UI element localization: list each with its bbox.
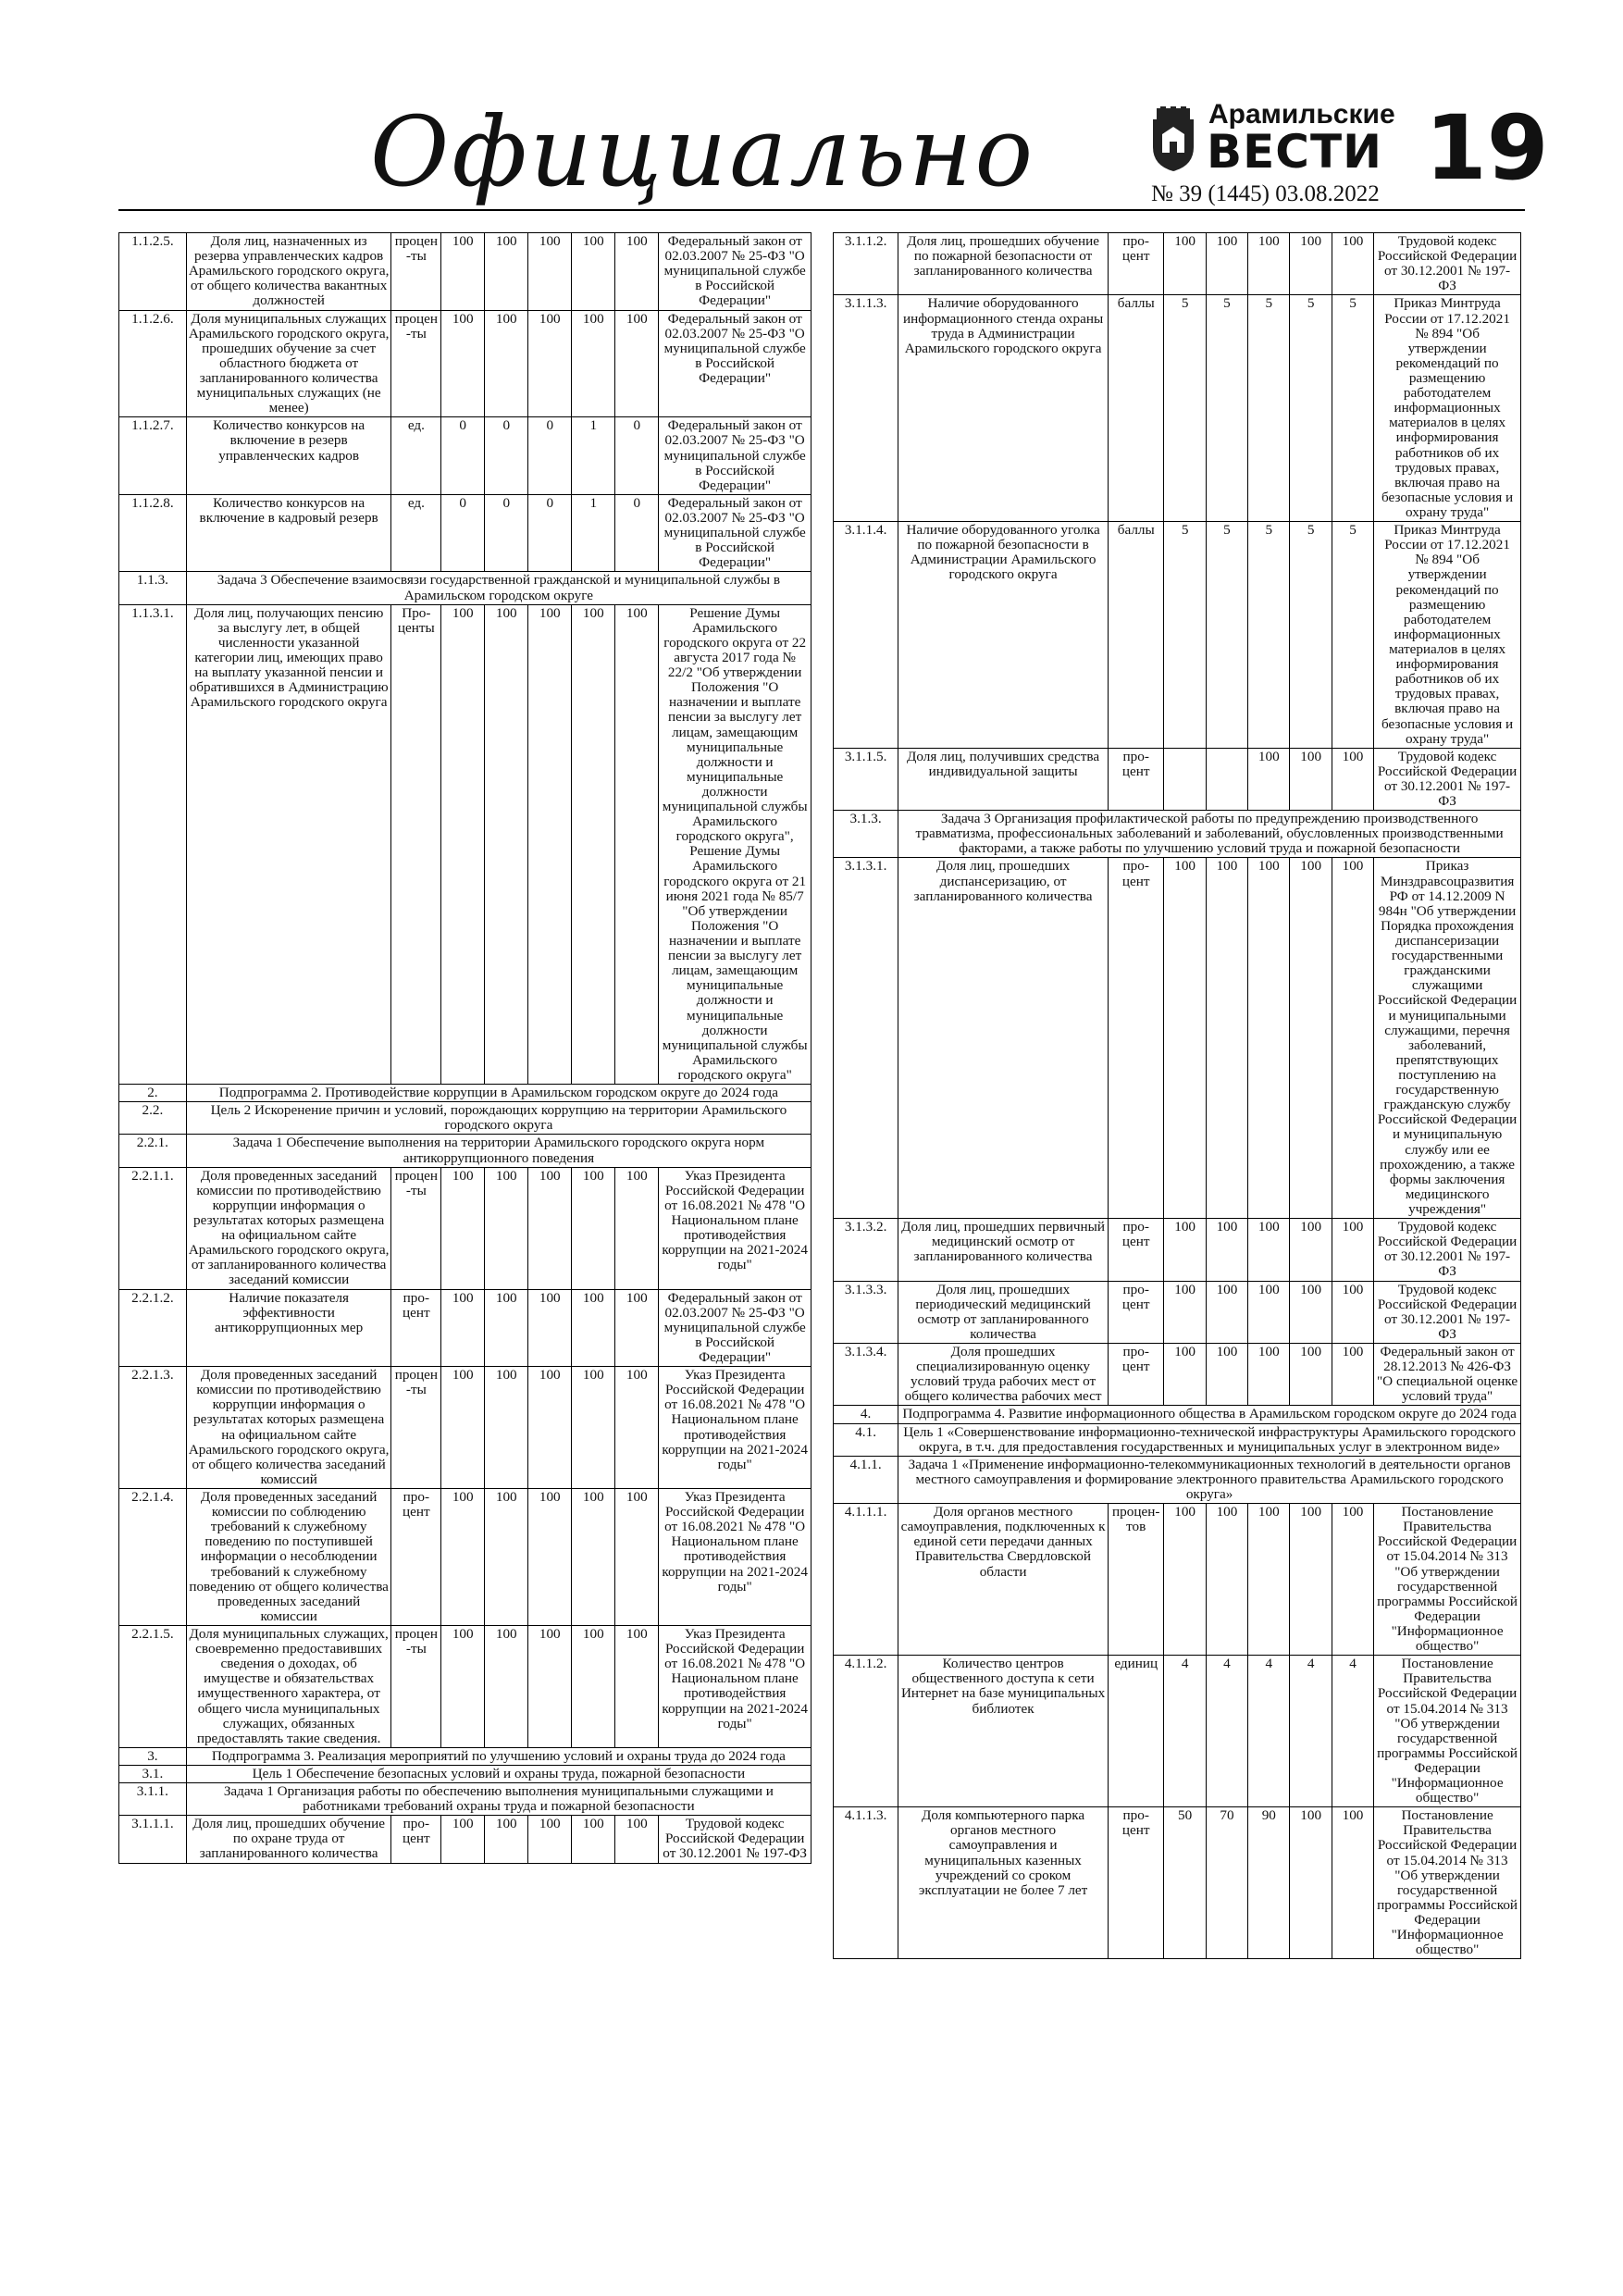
legal-basis: Приказ Минтруда России от 17.12.2021 № 894 "Об утверждении рекомендаций по размещению работодателем информационных материалов в целях информирования работников об их трудовых правах, включая право на безопасные условия и охрану труда" bbox=[1374, 295, 1521, 522]
unit: про-цент bbox=[1108, 748, 1163, 810]
row-code: 3.1. bbox=[119, 1765, 187, 1782]
legal-basis: Указ Президента Российской Федерации от 16.08.2021 № 478 "О Национальном плане противодействия коррупции на 2021-2024 годы" bbox=[659, 1488, 812, 1625]
target-value: 100 bbox=[1332, 858, 1373, 1219]
indicator-name: Доля лиц, получивших средства индивидуальной защиты bbox=[898, 748, 1109, 810]
row-code: 3.1.1.2. bbox=[834, 233, 898, 295]
issue-info: № 39 (1445) 03.08.2022 bbox=[1151, 181, 1380, 206]
target-value: 100 bbox=[615, 604, 659, 1085]
target-value: 100 bbox=[485, 1367, 528, 1489]
legal-basis: Постановление Правительства Российской Федерации от 15.04.2014 № 313 "Об утверждении государственной программы Российской Федерации "Информационное общество" bbox=[1374, 1504, 1521, 1656]
target-value: 90 bbox=[1248, 1807, 1290, 1959]
target-value: 100 bbox=[485, 1167, 528, 1289]
unit: баллы bbox=[1108, 522, 1163, 749]
table-row bbox=[834, 1219, 1521, 1281]
target-value: 100 bbox=[1332, 1343, 1373, 1405]
table-row bbox=[834, 1343, 1521, 1405]
row-code: 2.2. bbox=[119, 1102, 187, 1135]
row-code: 3.1.1.1. bbox=[119, 1816, 187, 1863]
target-value: 5 bbox=[1164, 522, 1206, 749]
row-code: 3.1.3.4. bbox=[834, 1343, 898, 1405]
row-code: 1.1.3. bbox=[119, 572, 187, 604]
legal-basis: Федеральный закон от 02.03.2007 № 25-ФЗ "О муниципальной службе в Российской Федерации" bbox=[659, 494, 812, 572]
table-row bbox=[119, 494, 812, 572]
row-code: 3.1.3.2. bbox=[834, 1219, 898, 1281]
target-value: 0 bbox=[528, 417, 572, 495]
table-row bbox=[834, 1504, 1521, 1656]
table-row bbox=[834, 1807, 1521, 1959]
target-value: 100 bbox=[441, 1289, 485, 1367]
indicators-table-left bbox=[118, 232, 812, 1864]
row-code: 3.1.3.3. bbox=[834, 1281, 898, 1343]
target-value: 100 bbox=[572, 1488, 615, 1625]
target-value: 100 bbox=[1332, 1281, 1373, 1343]
section-row bbox=[834, 1406, 1521, 1423]
legal-basis: Федеральный закон от 02.03.2007 № 25-ФЗ "О муниципальной службе в Российской Федерации" bbox=[659, 233, 812, 311]
target-value: 5 bbox=[1206, 522, 1247, 749]
legal-basis: Постановление Правительства Российской Федерации от 15.04.2014 № 313 "Об утверждении государственной программы Российской Федерации "Информационное общество" bbox=[1374, 1807, 1521, 1959]
target-value: 100 bbox=[615, 1167, 659, 1289]
unit: про-цент bbox=[1108, 1343, 1163, 1405]
unit: про-цент bbox=[391, 1488, 441, 1625]
legal-basis: Федеральный закон от 02.03.2007 № 25-ФЗ "О муниципальной службе в Российской Федерации" bbox=[659, 417, 812, 495]
section-heading: Задача 1 Обеспечение выполнения на территории Арамильского городского округа норм антикоррупционного поведения bbox=[186, 1135, 811, 1167]
target-value: 100 bbox=[1206, 233, 1247, 295]
target-value: 100 bbox=[485, 1625, 528, 1747]
target-value: 5 bbox=[1332, 522, 1373, 749]
row-code: 2.2.1.1. bbox=[119, 1167, 187, 1289]
table-row bbox=[834, 1281, 1521, 1343]
target-value: 100 bbox=[441, 1367, 485, 1489]
target-value: 4 bbox=[1248, 1656, 1290, 1807]
target-value: 100 bbox=[485, 1289, 528, 1367]
target-value: 100 bbox=[485, 1816, 528, 1863]
legal-basis: Указ Президента Российской Федерации от 16.08.2021 № 478 "О Национальном плане противодействия коррупции на 2021-2024 годы" bbox=[659, 1367, 812, 1489]
row-code: 4.1.1. bbox=[834, 1456, 898, 1503]
section-heading: Задача 1 «Применение информационно-телекоммуникационных технологий в деятельности органов местного самоуправления и формирование электронного правительства Арамильского городского округа» bbox=[898, 1456, 1521, 1503]
row-code: 2.2.1.2. bbox=[119, 1289, 187, 1367]
indicator-name: Доля лиц, прошедших первичный медицинский осмотр от запланированного количества bbox=[898, 1219, 1109, 1281]
target-value: 100 bbox=[615, 1488, 659, 1625]
target-value: 100 bbox=[1248, 858, 1290, 1219]
row-code: 2.2.1.5. bbox=[119, 1625, 187, 1747]
target-value: 100 bbox=[1332, 1219, 1373, 1281]
indicator-name: Доля проведенных заседаний комиссии по соблюдению требований к служебному поведению по поступившей информации о несоблюдении требований к служебному поведению от общего количества проведенных заседаний комиссии bbox=[186, 1488, 391, 1625]
target-value: 0 bbox=[485, 417, 528, 495]
target-value: 100 bbox=[1290, 233, 1332, 295]
target-value: 100 bbox=[528, 604, 572, 1085]
unit: процен-ты bbox=[391, 1367, 441, 1489]
target-value: 100 bbox=[615, 1625, 659, 1747]
target-value: 100 bbox=[528, 233, 572, 311]
legal-basis: Постановление Правительства Российской Федерации от 15.04.2014 № 313 "Об утверждении государственной программы Российской Федерации "Информационное общество" bbox=[1374, 1656, 1521, 1807]
unit: про-цент bbox=[1108, 858, 1163, 1219]
target-value: 0 bbox=[441, 494, 485, 572]
row-code: 1.1.2.7. bbox=[119, 417, 187, 495]
row-code: 4.1.1.1. bbox=[834, 1504, 898, 1656]
table-row bbox=[834, 522, 1521, 749]
target-value: 100 bbox=[1290, 1219, 1332, 1281]
target-value: 100 bbox=[615, 233, 659, 311]
legal-basis: Федеральный закон от 02.03.2007 № 25-ФЗ "О муниципальной службе в Российской Федерации" bbox=[659, 310, 812, 417]
indicator-name: Доля лиц, прошедших обучение по пожарной безопасности от запланированного количества bbox=[898, 233, 1109, 295]
target-value: 100 bbox=[485, 1488, 528, 1625]
unit: процен-ты bbox=[391, 310, 441, 417]
target-value: 100 bbox=[615, 310, 659, 417]
section-heading: Задача 3 Обеспечение взаимосвязи государственной гражданской и муниципальной службы в Арамильском городском округе bbox=[186, 572, 811, 604]
newspaper-name-top: Арамильские bbox=[1208, 99, 1395, 130]
legal-basis: Федеральный закон от 02.03.2007 № 25-ФЗ "О муниципальной службе в Российской Федерации" bbox=[659, 1289, 812, 1367]
row-code: 4. bbox=[834, 1406, 898, 1423]
table-row bbox=[834, 1656, 1521, 1807]
legal-basis: Указ Президента Российской Федерации от 16.08.2021 № 478 "О Национальном плане противодействия коррупции на 2021-2024 годы" bbox=[659, 1625, 812, 1747]
unit: баллы bbox=[1108, 295, 1163, 522]
row-code: 3.1.3.1. bbox=[834, 858, 898, 1219]
target-value: 5 bbox=[1206, 295, 1247, 522]
legal-basis: Федеральный закон от 28.12.2013 № 426-ФЗ "О специальной оценке условий труда" bbox=[1374, 1343, 1521, 1405]
target-value: 100 bbox=[1248, 748, 1290, 810]
target-value: 100 bbox=[528, 1289, 572, 1367]
row-code: 1.1.2.8. bbox=[119, 494, 187, 572]
table-row bbox=[834, 233, 1521, 295]
target-value: 100 bbox=[441, 233, 485, 311]
target-value: 100 bbox=[485, 233, 528, 311]
target-value: 0 bbox=[528, 494, 572, 572]
target-value: 5 bbox=[1164, 295, 1206, 522]
section-heading: Подпрограмма 2. Противодействие коррупции в Арамильском городском округе до 2024 года bbox=[186, 1085, 811, 1102]
row-code: 2.2.1.3. bbox=[119, 1367, 187, 1489]
legal-basis: Указ Президента Российской Федерации от 16.08.2021 № 478 "О Национальном плане противодействия коррупции на 2021-2024 годы" bbox=[659, 1167, 812, 1289]
indicator-name: Доля проведенных заседаний комиссии по противодействию коррупции информация о результатах которых размещена на официальном сайте Арамильского городского округа, от общего количества заседаний комиссий bbox=[186, 1367, 391, 1489]
row-code: 2.2.1.4. bbox=[119, 1488, 187, 1625]
indicator-name: Количество центров общественного доступа к сети Интернет на базе муниципальных библиотек bbox=[898, 1656, 1109, 1807]
indicator-name: Количество конкурсов на включение в кадровый резерв bbox=[186, 494, 391, 572]
target-value: 100 bbox=[1206, 1281, 1247, 1343]
target-value: 100 bbox=[572, 233, 615, 311]
target-value: 0 bbox=[441, 417, 485, 495]
indicator-name: Доля лиц, получающих пенсию за выслугу лет, в общей численности указанной категории лиц, имеющих право на выплату указанной пенсии и обратившихся в Администрацию Арамильского городского округа bbox=[186, 604, 391, 1085]
target-value: 100 bbox=[528, 1625, 572, 1747]
target-value: 100 bbox=[1248, 1281, 1290, 1343]
table-row bbox=[119, 1625, 812, 1747]
target-value: 5 bbox=[1248, 295, 1290, 522]
unit: Про-центы bbox=[391, 604, 441, 1085]
unit: процен-тов bbox=[1108, 1504, 1163, 1656]
target-value: 100 bbox=[1164, 858, 1206, 1219]
target-value: 100 bbox=[572, 1816, 615, 1863]
target-value: 100 bbox=[1290, 1807, 1332, 1959]
target-value: 100 bbox=[528, 310, 572, 417]
unit: про-цент bbox=[1108, 233, 1163, 295]
unit: про-цент bbox=[391, 1289, 441, 1367]
target-value: 5 bbox=[1290, 522, 1332, 749]
target-value: 100 bbox=[485, 310, 528, 417]
indicator-name: Количество конкурсов на включение в резерв управленческих кадров bbox=[186, 417, 391, 495]
indicator-name: Наличие оборудованного уголка по пожарной безопасности в Администрации Арамильского городского округа bbox=[898, 522, 1109, 749]
target-value: 50 bbox=[1164, 1807, 1206, 1959]
legal-basis: Трудовой кодекс Российской Федерации от 30.12.2001 № 197-ФЗ bbox=[1374, 1281, 1521, 1343]
section-heading: Цель 1 «Совершенствование информационно-технической инфраструктуры Арамильского городского округа, в т.ч. для предоставления государственных и муниципальных услуг в электронном виде» bbox=[898, 1423, 1521, 1456]
indicator-name: Доля компьютерного парка органов местного самоуправления и муниципальных казенных учреждений со сроком эксплуатации не более 7 лет bbox=[898, 1807, 1109, 1959]
target-value: 100 bbox=[615, 1289, 659, 1367]
legal-basis: Решение Думы Арамильского городского округа от 22 августа 2017 года № 22/2 "Об утверждении Положения "О назначении и выплате пенсии за выслугу лет лицам, замещающим муниципальные должности и муниципальные должности муниципальной службы Арамильского городского округа", Решение Думы Арамильского городского округа от 21 июня 2021 года № 85/7 "Об утверждении Положения "О назначении и выплате пенсии за выслугу лет лицам, замещающим муниципальные должности и муниципальные должности муниципальной службы Арамильского городского округа" bbox=[659, 604, 812, 1085]
target-value: 1 bbox=[572, 494, 615, 572]
section-row bbox=[119, 572, 812, 604]
indicator-name: Доля муниципальных служащих Арамильского городского округа, прошедших обучение за счет областного бюджета от запланированного количества муниципальных служащих (не менее) bbox=[186, 310, 391, 417]
row-code: 2.2.1. bbox=[119, 1135, 187, 1167]
section-heading: Цель 1 Обеспечение безопасных условий и охраны труда, пожарной безопасности bbox=[186, 1765, 811, 1782]
target-value bbox=[1206, 748, 1247, 810]
target-value: 100 bbox=[528, 1488, 572, 1625]
table-row bbox=[834, 858, 1521, 1219]
target-value: 5 bbox=[1248, 522, 1290, 749]
table-row bbox=[119, 1289, 812, 1367]
target-value: 100 bbox=[1164, 233, 1206, 295]
newspaper-logo bbox=[1147, 97, 1397, 186]
target-value: 100 bbox=[1164, 1219, 1206, 1281]
legal-basis: Трудовой кодекс Российской Федерации от 30.12.2001 № 197-ФЗ bbox=[1374, 1219, 1521, 1281]
coat-of-arms-icon bbox=[1147, 106, 1199, 173]
row-code: 1.1.2.5. bbox=[119, 233, 187, 311]
legal-basis: Трудовой кодекс Российской Федерации от 30.12.2001 № 197-ФЗ bbox=[659, 1816, 812, 1863]
table-row bbox=[119, 1816, 812, 1863]
target-value: 100 bbox=[1290, 1504, 1332, 1656]
section-heading: Задача 3 Организация профилактической работы по предупреждению производственного травматизма, профессиональных заболеваний и заболеваний, обусловленных производственными факторами, а также работы по улучшению условий труда и пожарной безопасности bbox=[898, 811, 1521, 858]
target-value: 1 bbox=[572, 417, 615, 495]
indicator-name: Доля муниципальных служащих, своевременно предоставивших сведения о доходах, об имуществе и обязательствах имущественного характера, от общего числа муниципальных служащих, обязанных предоставлять такие сведения. bbox=[186, 1625, 391, 1747]
table-row bbox=[119, 233, 812, 311]
target-value: 100 bbox=[1290, 1343, 1332, 1405]
section-row bbox=[834, 1456, 1521, 1503]
row-code: 1.1.2.6. bbox=[119, 310, 187, 417]
target-value: 100 bbox=[572, 310, 615, 417]
row-code: 3.1.1. bbox=[119, 1783, 187, 1816]
target-value: 100 bbox=[1290, 1281, 1332, 1343]
target-value: 100 bbox=[1332, 1807, 1373, 1959]
unit: процен-ты bbox=[391, 1625, 441, 1747]
unit: про-цент bbox=[1108, 1807, 1163, 1959]
indicator-name: Доля лиц, прошедших диспансеризацию, от запланированного количества bbox=[898, 858, 1109, 1219]
target-value: 100 bbox=[1164, 1343, 1206, 1405]
target-value: 100 bbox=[1206, 1343, 1247, 1405]
row-code: 3.1.1.5. bbox=[834, 748, 898, 810]
target-value: 100 bbox=[441, 1816, 485, 1863]
legal-basis: Трудовой кодекс Российской Федерации от 30.12.2001 № 197-ФЗ bbox=[1374, 748, 1521, 810]
section-row bbox=[119, 1765, 812, 1782]
target-value: 100 bbox=[1248, 1504, 1290, 1656]
row-code: 4.1.1.3. bbox=[834, 1807, 898, 1959]
target-value: 100 bbox=[1332, 748, 1373, 810]
row-code: 1.1.3.1. bbox=[119, 604, 187, 1085]
target-value: 100 bbox=[441, 310, 485, 417]
unit: ед. bbox=[391, 494, 441, 572]
indicator-name: Доля лиц, прошедших обучение по охране труда от запланированного количества bbox=[186, 1816, 391, 1863]
header-divider bbox=[118, 209, 1525, 211]
target-value: 100 bbox=[1290, 748, 1332, 810]
unit: про-цент bbox=[1108, 1219, 1163, 1281]
page-header bbox=[0, 0, 1623, 213]
target-value: 5 bbox=[1290, 295, 1332, 522]
target-value: 100 bbox=[1206, 1219, 1247, 1281]
table-row bbox=[119, 310, 812, 417]
target-value: 100 bbox=[1164, 1281, 1206, 1343]
target-value: 100 bbox=[1248, 1219, 1290, 1281]
target-value: 100 bbox=[1290, 858, 1332, 1219]
unit: ед. bbox=[391, 417, 441, 495]
section-row bbox=[834, 811, 1521, 858]
indicator-name: Наличие оборудованного информационного стенда охраны труда в Администрации Арамильского городского округа bbox=[898, 295, 1109, 522]
target-value: 4 bbox=[1332, 1656, 1373, 1807]
target-value: 4 bbox=[1206, 1656, 1247, 1807]
target-value: 100 bbox=[1206, 858, 1247, 1219]
row-code: 3.1.3. bbox=[834, 811, 898, 858]
indicator-name: Доля проведенных заседаний комиссии по противодействию коррупции информация о результатах которых размещена на официальном сайте Арамильского городского округа, от запланированного количества заседаний комиссии bbox=[186, 1167, 391, 1289]
row-code: 2. bbox=[119, 1085, 187, 1102]
target-value: 5 bbox=[1332, 295, 1373, 522]
target-value: 100 bbox=[1332, 1504, 1373, 1656]
indicators-table-right bbox=[833, 232, 1521, 1959]
section-row bbox=[119, 1747, 812, 1765]
section-row bbox=[119, 1102, 812, 1135]
target-value: 100 bbox=[441, 1167, 485, 1289]
target-value: 100 bbox=[615, 1367, 659, 1489]
unit: процен-ты bbox=[391, 233, 441, 311]
table-row bbox=[834, 295, 1521, 522]
target-value bbox=[1164, 748, 1206, 810]
target-value: 100 bbox=[441, 1625, 485, 1747]
table-row bbox=[119, 1167, 812, 1289]
target-value: 100 bbox=[528, 1816, 572, 1863]
target-value: 100 bbox=[572, 1289, 615, 1367]
indicator-name: Наличие показателя эффективности антикоррупционных мер bbox=[186, 1289, 391, 1367]
table-row bbox=[119, 417, 812, 495]
unit: про-цент bbox=[391, 1816, 441, 1863]
table-row bbox=[119, 604, 812, 1085]
row-code: 4.1.1.2. bbox=[834, 1656, 898, 1807]
target-value: 100 bbox=[441, 1488, 485, 1625]
target-value: 100 bbox=[528, 1367, 572, 1489]
legal-basis: Трудовой кодекс Российской Федерации от 30.12.2001 № 197-ФЗ bbox=[1374, 233, 1521, 295]
section-heading: Подпрограмма 3. Реализация мероприятий по улучшению условий и охраны труда до 2024 года bbox=[186, 1747, 811, 1765]
section-title: Официально bbox=[370, 95, 1036, 208]
indicator-name: Доля лиц, прошедших периодический медицинский осмотр от запланированного количества bbox=[898, 1281, 1109, 1343]
target-value: 100 bbox=[441, 604, 485, 1085]
section-heading: Подпрограмма 4. Развитие информационного общества в Арамильском городском округе до 2024 года bbox=[898, 1406, 1521, 1423]
section-heading: Цель 2 Искоренение причин и условий, порождающих коррупцию на территории Арамильского городского округа bbox=[186, 1102, 811, 1135]
target-value: 100 bbox=[485, 604, 528, 1085]
page-number: 19 bbox=[1425, 96, 1549, 200]
target-value: 100 bbox=[1248, 1343, 1290, 1405]
target-value: 100 bbox=[1332, 233, 1373, 295]
target-value: 100 bbox=[572, 1625, 615, 1747]
target-value: 100 bbox=[528, 1167, 572, 1289]
indicator-name: Доля прошедших специализированную оценку условий труда рабочих мест от общего количества рабочих мест bbox=[898, 1343, 1109, 1405]
target-value: 100 bbox=[572, 1367, 615, 1489]
legal-basis: Приказ Минтруда России от 17.12.2021 № 894 "Об утверждении рекомендаций по размещению работодателем информационных материалов в целях информирования работников об их трудовых правах, включая право на безопасные условия и охрану труда" bbox=[1374, 522, 1521, 749]
unit: про-цент bbox=[1108, 1281, 1163, 1343]
target-value: 100 bbox=[572, 1167, 615, 1289]
table-row bbox=[119, 1367, 812, 1489]
indicator-name: Доля лиц, назначенных из резерва управленческих кадров Арамильского городского округа, от общего количества вакантных должностей bbox=[186, 233, 391, 311]
row-code: 4.1. bbox=[834, 1423, 898, 1456]
row-code: 3.1.1.3. bbox=[834, 295, 898, 522]
target-value: 100 bbox=[1206, 1504, 1247, 1656]
unit: единиц bbox=[1108, 1656, 1163, 1807]
section-row bbox=[834, 1423, 1521, 1456]
target-value: 4 bbox=[1290, 1656, 1332, 1807]
table-row bbox=[834, 748, 1521, 810]
section-row bbox=[119, 1135, 812, 1167]
newspaper-name-main: ВЕСТИ bbox=[1207, 125, 1382, 179]
row-code: 3.1.1.4. bbox=[834, 522, 898, 749]
table-row bbox=[119, 1488, 812, 1625]
target-value: 100 bbox=[1248, 233, 1290, 295]
section-row bbox=[119, 1783, 812, 1816]
indicator-name: Доля органов местного самоуправления, подключенных к единой сети передачи данных Правительства Свердловской области bbox=[898, 1504, 1109, 1656]
unit: процен-ты bbox=[391, 1167, 441, 1289]
legal-basis: Приказ Минздравсоцразвития РФ от 14.12.2009 N 984н "Об утверждении Порядка прохождения диспансеризации государственными гражданскими служащими Российской Федерации и муниципальными служащими, перечня заболеваний, препятствующих поступлению на государственную гражданскую службу Российской Федерации и муниципальную службу или ее прохождению, а также формы заключения медицинского учреждения" bbox=[1374, 858, 1521, 1219]
target-value: 100 bbox=[615, 1816, 659, 1863]
target-value: 100 bbox=[1164, 1504, 1206, 1656]
target-value: 0 bbox=[615, 417, 659, 495]
target-value: 0 bbox=[615, 494, 659, 572]
target-value: 100 bbox=[572, 604, 615, 1085]
row-code: 3. bbox=[119, 1747, 187, 1765]
section-heading: Задача 1 Организация работы по обеспечению выполнения муниципальными служащими и работниками требований охраны труда и пожарной безопасности bbox=[186, 1783, 811, 1816]
target-value: 4 bbox=[1164, 1656, 1206, 1807]
target-value: 0 bbox=[485, 494, 528, 572]
section-row bbox=[119, 1085, 812, 1102]
target-value: 70 bbox=[1206, 1807, 1247, 1959]
